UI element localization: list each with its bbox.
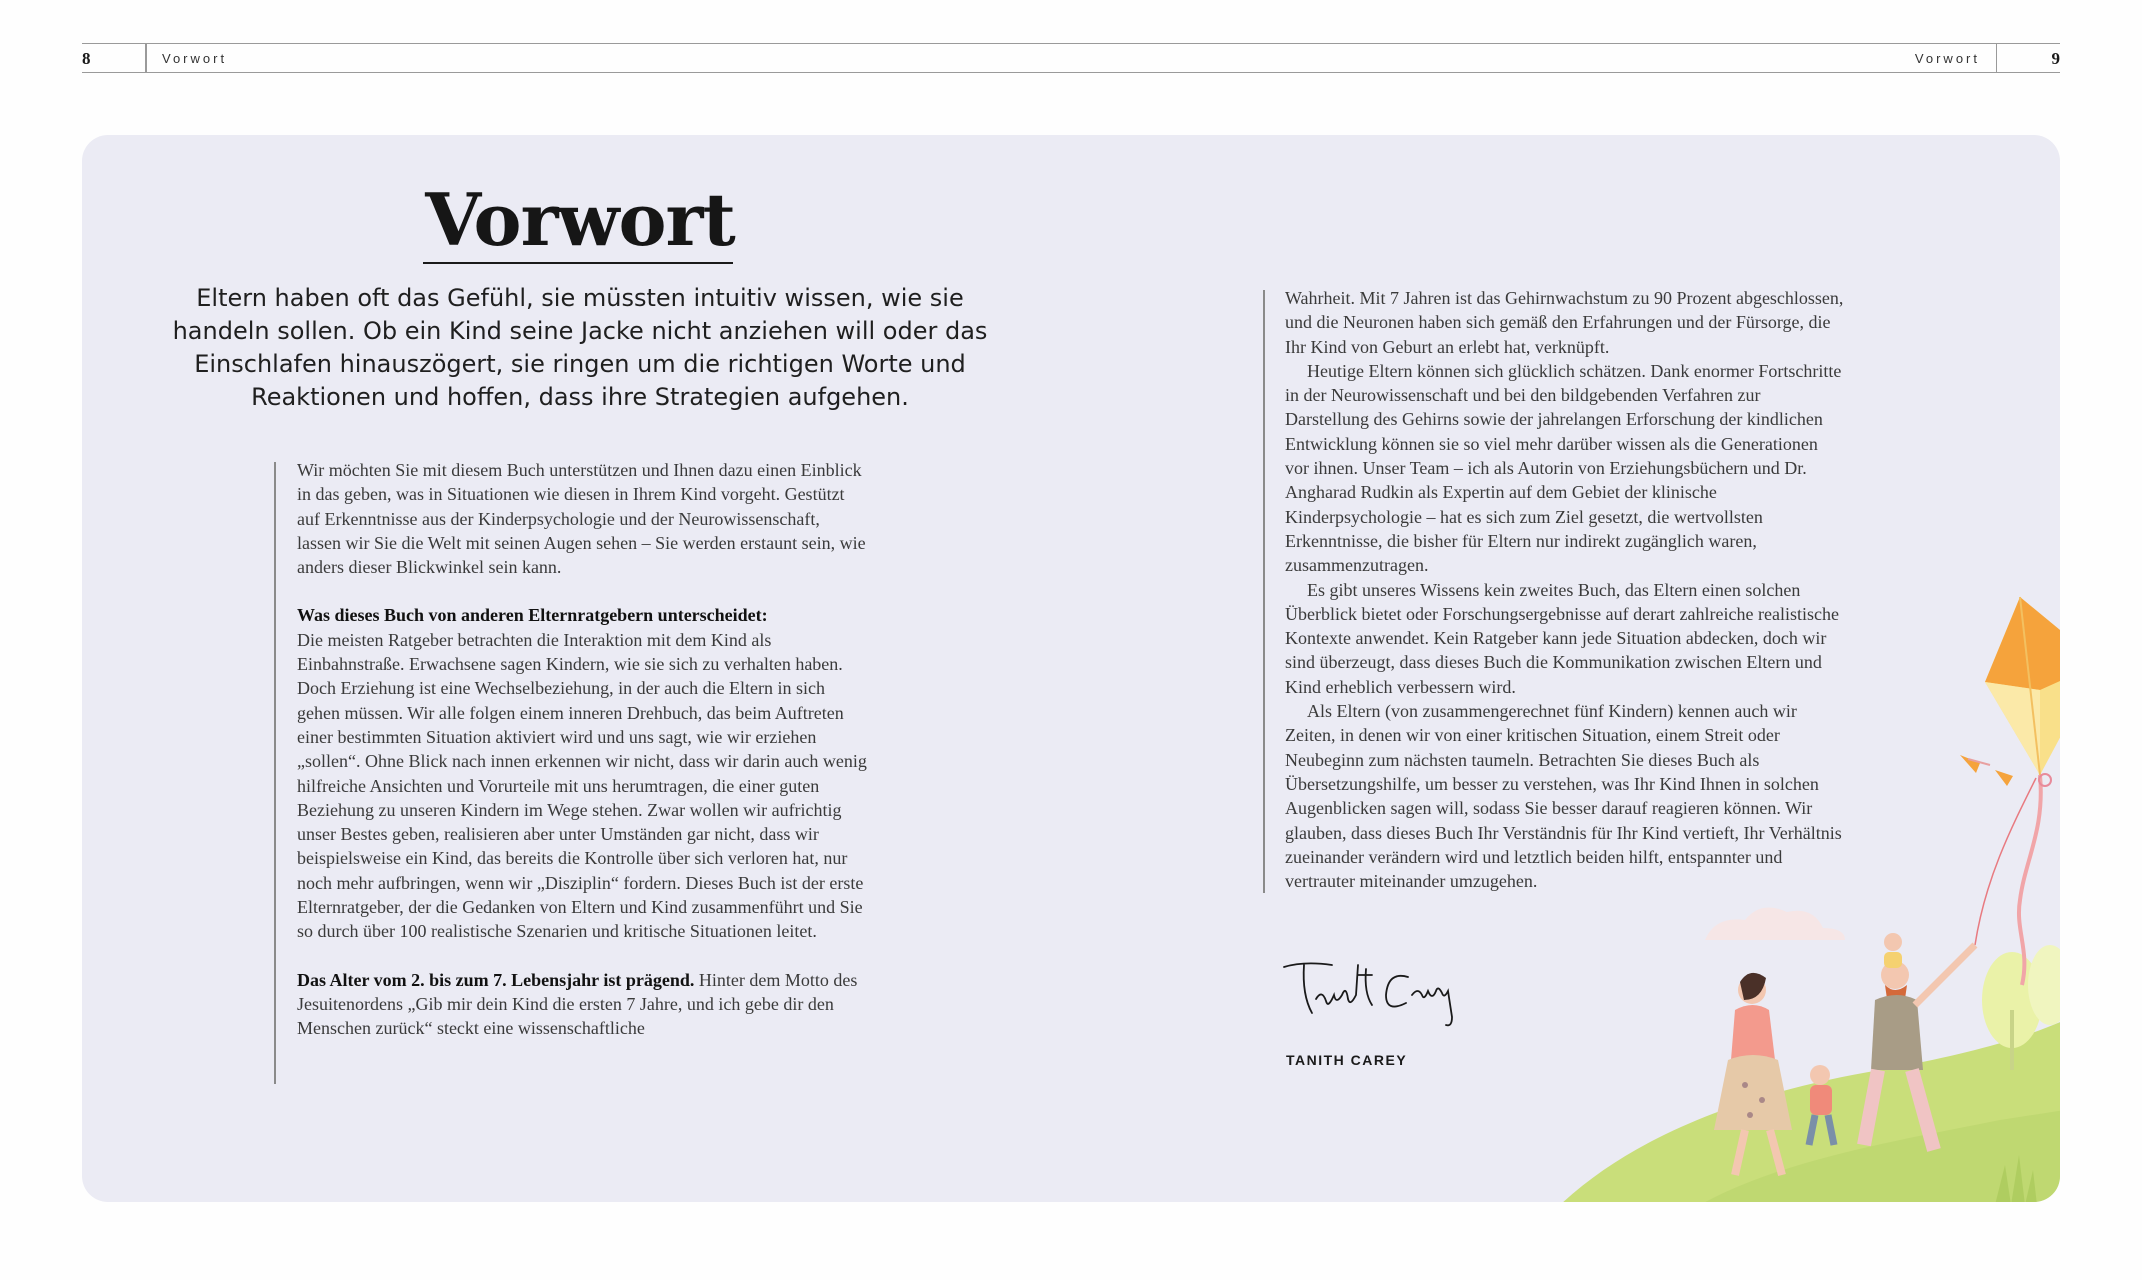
left-subheading-1: Was dieses Buch von anderen Elternratgebern unterscheidet: [297,605,768,626]
lead-paragraph: Eltern haben oft das Gefühl, sie müssten intuitiv wissen, wie sie handeln sollen. Ob ein Kind seine Jacke nicht anziehen will oder das Einschlafen hinauszögert, sie ringen um die richtigen Worte und Reaktionen und hoffen, dass ihre Strategien aufgehen. [172,284,988,411]
signature-image [1282,955,1482,1045]
right-column [1285,286,1845,893]
left-page-number: 8 [82,49,91,68]
right-paragraph-4: Als Eltern (von zusammengerechnet fünf Kindern) kennen auch wir Zeiten, in denen wir von einer kritischen Situation, einem Streit oder Neubeginn zum nächsten taumeln. Betrachten Sie dieses Buch als Übersetzungshilfe, um besser zu verstehen, was Ihr Kind Ihnen in solchen Augenblicken sagen will, sodass Sie besser darauf reagieren können. Wir glauben, dass dieses Buch Ihr Verständnis für Ihr Kind vertieft, Ihr Verhältnis zueinander verändern wird und letztlich beiden hilft, entspannter und vertrauter miteinander umzugehen. [1285,701,1842,892]
right-paragraph-2: Heutige Eltern können sich glücklich schätzen. Dank enormer Fortschritte in der Neurowissenschaft und bei den bildgebenden Verfahren zur Darstellung des Gehirns sowie der jahrelangen Erforschung der kindlichen Entwicklung können sie so viel mehr darüber wissen als die Generationen vor ihnen. Unser Team – ich als Autorin von Erziehungsbüchern und Dr. Angharad Rudkin als Expertin auf dem Gebiet der klinische Kinderpsychologie – hat es sich zum Ziel gesetzt, die wertvollsten Erkenntnisse, die bisher für Eltern nur indirekt zugänglich waren, zusammenzutragen. [1285,360,1842,576]
page-title: Vorwort [425,177,735,262]
left-paragraph-1: Wir möchten Sie mit diesem Buch unterstützen und Ihnen dazu einen Einblick in das geben, was in Situationen wie diesen in Ihrem Kind vorgeht. Gestützt auf Erkenntnisse aus der Kinderpsychologie und der Neurowissenschaft, lassen wir Sie die Welt mit seinen Augen sehen – Sie werden erstaunt sein, wie anders dieser Blickwinkel sein kann. [297,460,866,578]
left-running-title: Vorwort [162,51,228,66]
left-column [297,458,867,1041]
column-rule-right [1263,290,1265,893]
left-subheading-2: Das Alter vom 2. bis zum 7. Lebensjahr ist prägend. [297,969,695,990]
right-paragraph-1: Wahrheit. Mit 7 Jahren ist das Gehirnwachstum zu 90 Prozent abgeschlossen, und die Neuronen haben sich gemäß den Erfahrungen und der Fürsorge, die Ihr Kind von Geburt an erlebt hat, verknüpft. [1285,288,1844,357]
title-underline [423,262,733,264]
left-paragraph-2: Die meisten Ratgeber betrachten die Interaktion mit dem Kind als Einbahnstraße. Erwachsene sagen Kindern, wie sie sich zu verhalten haben. Doch Erziehung ist eine Wechselbeziehung, in der auch die Eltern in sich gehen müssen. Wir alle folgen einem inneren Drehbuch, das beim Auftreten einer bestimmten Situation aktiviert wird und uns sagt, wie wir erziehen „sollen“. Ohne Blick nach innen erkennen wir nicht, dass wir darin auch wenig hilfreiche Ansichten und Vorurteile mit uns herumtragen, die einer guten Beziehung zu unseren Kindern im Wege stehen. Zwar wollen wir aufrichtig unser Bestes geben, realisieren aber unter Umständen gar nicht, dass wir beispielsweise ein Kind, das bereits die Kontrolle über sich verloren hat, nur noch mehr aufbringen, wenn wir „Disziplin“ fordern. Dieses Buch ist der erste Elternratgeber, der die Gedanken von Eltern und Kind zusammenführt und Sie so durch über 100 realistische Szenarien und kritische Situationen leitet. [297,629,867,942]
right-running-title: Vorwort [1914,51,1980,66]
right-page-number: 9 [2051,49,2060,68]
left-paragraph-3: Hinter dem Motto des Jesuitenordens „Gib mir dein Kind die ersten 7 Jahre, und ich gebe dir den Menschen zurück“ steckt eine wissenschaftliche [297,969,858,1039]
author-name: TANITH CAREY [1286,1052,1408,1068]
right-paragraph-3: Es gibt unseres Wissens kein zweites Buch, das Eltern einen solchen Überblick bietet oder Forschungsergebnisse auf derart zahlreiche realistische Kontexte anwendet. Kein Ratgeber kann jede Situation abdecken, doch wir sind überzeugt, dass dieses Buch die Kommunikation zwischen Eltern und Kind erheblich verbessern wird. [1285,579,1839,697]
column-rule-left [274,462,276,1084]
